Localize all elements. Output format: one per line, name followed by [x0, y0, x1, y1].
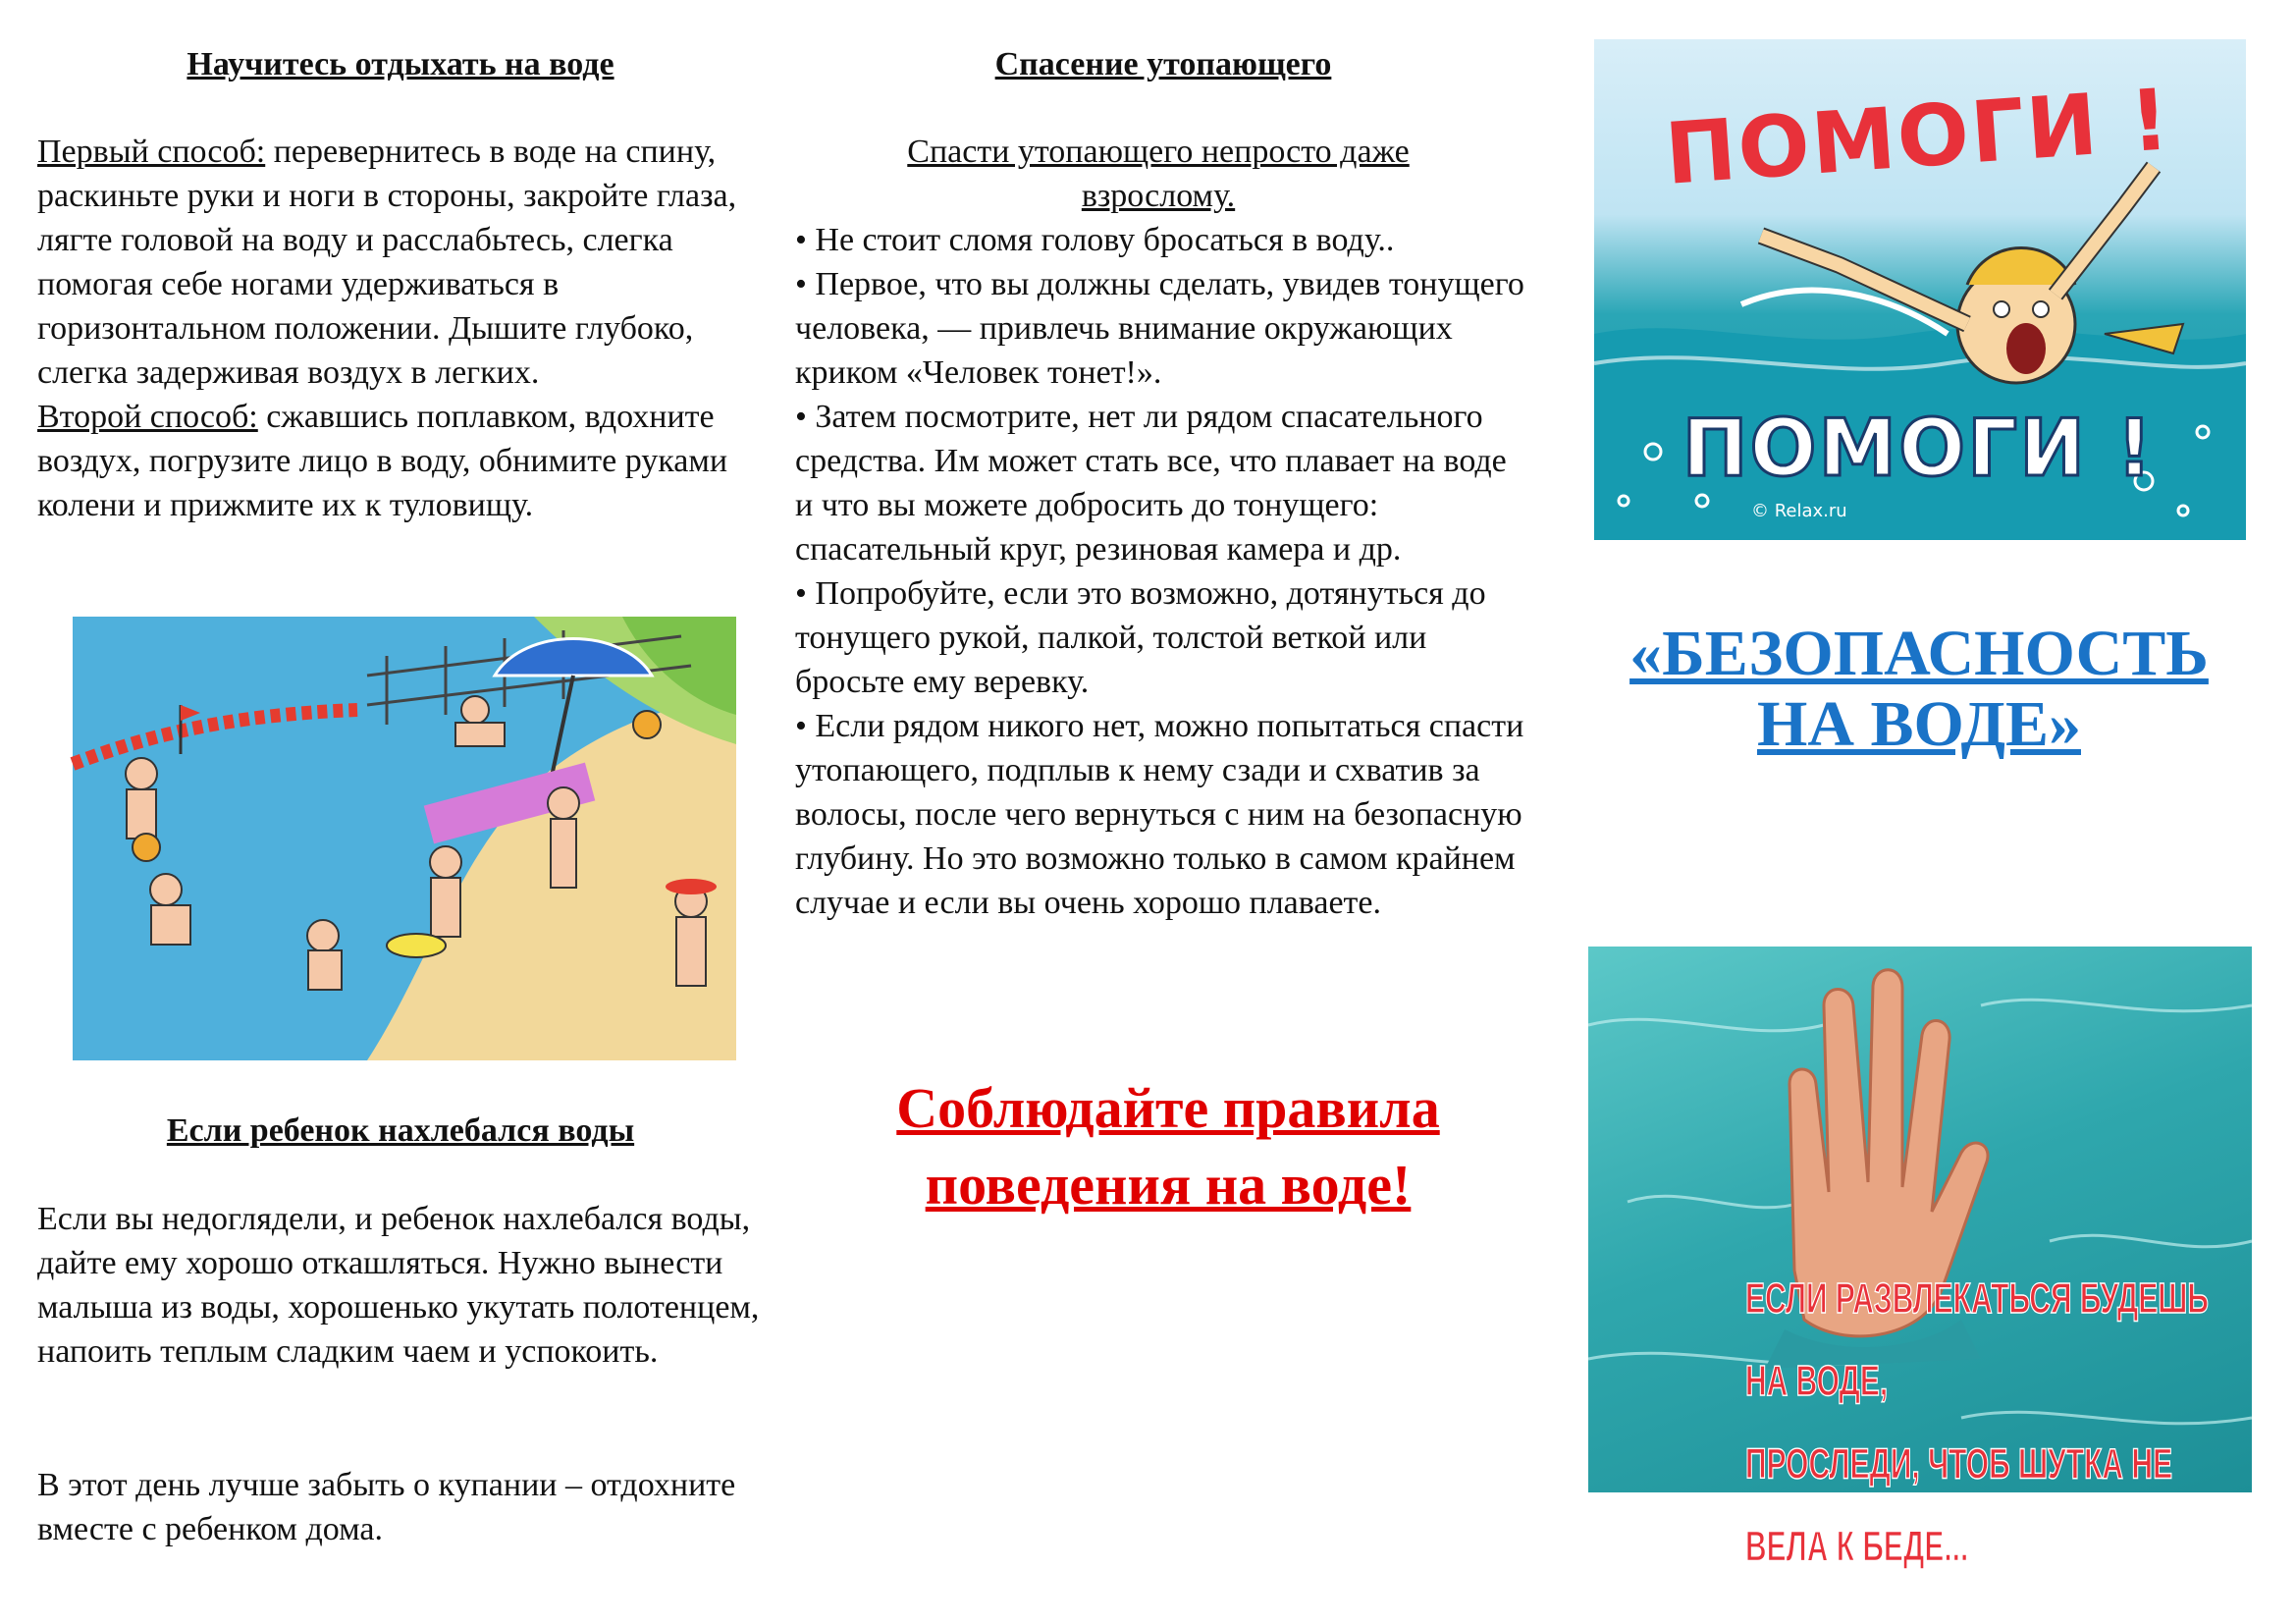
- follow-rules-callout: [805, 1070, 1531, 1223]
- rescue-intro: Спасти утопающего непросто даже взрослому.: [907, 134, 1410, 214]
- rescue-bullet: • Первое, что вы должны сделать, увидев тонущего человека, — привлечь внимание окружающих криком «Человек тонет!».: [795, 266, 1524, 391]
- poster-credit: © Relax.ru: [1751, 501, 1847, 521]
- poster-help-bottom: ПОМОГИ !: [1682, 403, 2155, 494]
- rescue-bullet: • Не стоит сломя голову бросаться в воду..: [795, 222, 1395, 258]
- hand-slogan-line-2: ПРОСЛЕДИ, ЧТОБ ШУТКА НЕ ВЕЛА К БЕДЕ...: [1745, 1440, 2173, 1571]
- title-line-2: НА ВОДЕ»: [1757, 688, 2081, 760]
- way2-label: Второй способ:: [37, 399, 258, 435]
- way2-text: сжавшись поплавком, вдохните воздух, погрузите лицо в воду, обнимите руками колени и прижмите их к туловищу.: [37, 399, 728, 523]
- callout-line-2: поведения на воде!: [925, 1153, 1412, 1217]
- callout-line-1: Соблюдайте правила: [896, 1076, 1440, 1140]
- rescue-bullet: • Если рядом никого нет, можно попытаться спасти утопающего, подплыв к нему сзади и схватив за волосы, после чего вернуться с ним на безопасную глубину. Но это возможно только в самом крайнем случае и если вы очень хорошо плаваете.: [795, 708, 1524, 921]
- poster-help-top: ПОМОГИ !: [1662, 71, 2174, 204]
- rest-methods-text: [37, 130, 764, 527]
- heading-rest-on-water: Научитесь отдыхать на воде: [187, 46, 614, 82]
- help-poster: [1594, 39, 2246, 540]
- title-line-1: «БЕЗОПАСНОСТЬ: [1629, 618, 2209, 689]
- hand-slogan-line-1: ЕСЛИ РАЗВЛЕКАТЬСЯ БУДЕШЬ НА ВОДЕ,: [1745, 1275, 2209, 1406]
- heading-child-swallowed-water: Если ребенок нахлебался воды: [166, 1112, 635, 1149]
- beach-illustration: [73, 617, 736, 1060]
- rescue-bullet: • Затем посмотрите, нет ли рядом спасательного средства. Им может стать все, что плавает на воде и что вы можете добросить до тонущего: спасательный круг, резиновая камера и др.: [795, 399, 1507, 568]
- child-help-text: Если вы недоглядели, и ребенок нахлебался воды, дайте ему хорошо откашляться. Нужно вынести малыша из воды, хорошенько укутать полотенцем, напоить теплым сладким чаем и успокоить.: [37, 1201, 760, 1370]
- hand-in-water-image: [1588, 947, 2252, 1571]
- heading-rescue-drowning: Спасение утопающего: [994, 46, 1332, 82]
- way1-text: перевернитесь в воде на спину, раскиньте руки и ноги в стороны, закройте глаза, лягте головой на воду и расслабьтесь, слегка помогая себе ногами удерживаться в горизонтальном положении. Дышите глубоко, слегка задерживая воздух в легких.: [37, 134, 737, 391]
- beach-scene-icon: [73, 617, 736, 1060]
- way1-label: Первый способ:: [37, 134, 266, 170]
- child-rest-text: В этот день лучше забыть о купании – отдохните вместе с ребенком дома.: [37, 1467, 736, 1547]
- brochure-title: [1561, 619, 2277, 760]
- hand-slogan: [1745, 1259, 2236, 1589]
- rescue-bullets: [795, 218, 1531, 925]
- rescue-bullet: • Попробуйте, если это возможно, дотянуться до тонущего рукой, палкой, толстой веткой или бросьте ему веревку.: [795, 575, 1486, 700]
